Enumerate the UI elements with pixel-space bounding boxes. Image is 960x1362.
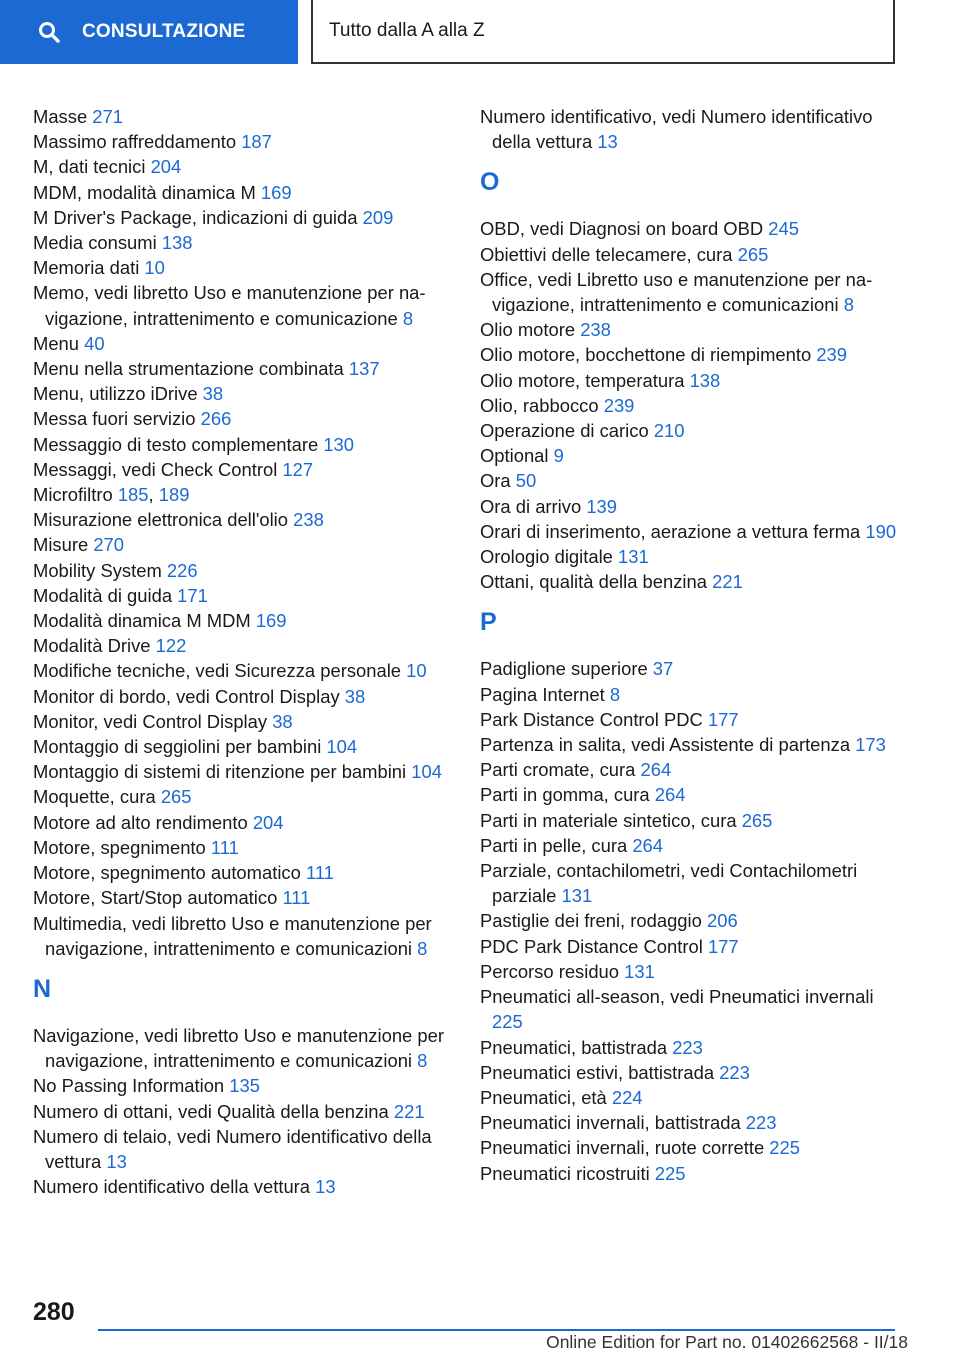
index-entry-text: Numero identificativo, vedi Numero identificativo della vettura bbox=[480, 106, 873, 153]
page-reference-link[interactable]: 223 bbox=[719, 1061, 750, 1083]
index-entry-text: Parti cromate, cura bbox=[480, 759, 636, 781]
page-reference-link[interactable]: 209 bbox=[362, 206, 394, 228]
index-entry-text: Pneumatici, età bbox=[480, 1086, 607, 1108]
index-entry bbox=[480, 757, 900, 782]
index-entry bbox=[480, 656, 900, 681]
index-entry bbox=[480, 342, 900, 367]
index-entry bbox=[480, 242, 900, 267]
index-entry-text: Numero di telaio, vedi Numero identificativo della vettura bbox=[33, 1125, 432, 1172]
page-reference-link[interactable]: 131 bbox=[618, 546, 649, 568]
page-reference-link[interactable]: 122 bbox=[155, 635, 187, 657]
index-entry-text: Operazione di carico bbox=[480, 420, 649, 442]
index-entry-text: M Driver's Package, indicazioni di guida bbox=[33, 206, 358, 228]
page-reference-link[interactable]: 111 bbox=[210, 836, 239, 858]
page-reference-link[interactable]: 137 bbox=[348, 358, 380, 380]
index-entry bbox=[480, 984, 900, 1034]
index-entry-text: Navigazione, vedi libretto Uso e manutenzione per navigazione, intrattenimento e comunicazioni bbox=[33, 1024, 444, 1072]
page-reference-link[interactable]: 135 bbox=[229, 1075, 260, 1097]
index-column-left bbox=[33, 104, 453, 1199]
page-reference-link[interactable]: 9 bbox=[553, 445, 564, 467]
index-entry bbox=[480, 732, 900, 757]
index-entry bbox=[33, 1099, 453, 1124]
page-reference-link[interactable]: 266 bbox=[200, 408, 232, 430]
index-entry bbox=[480, 707, 900, 732]
index-entry-text: Masse bbox=[33, 106, 88, 127]
index-entry bbox=[33, 507, 453, 532]
page-reference-link[interactable]: 225 bbox=[769, 1137, 800, 1159]
index-entry-text: Numero identificativo della vettura bbox=[33, 1176, 311, 1198]
index-entry bbox=[480, 833, 900, 858]
index-entry-text: Olio, rabbocco bbox=[480, 394, 599, 416]
index-entry-text: Monitor, vedi Control Display bbox=[33, 710, 268, 732]
tab-label: CONSULTAZIONE bbox=[82, 21, 246, 42]
index-entry-text: Menu, utilizzo iDrive bbox=[33, 383, 198, 405]
index-entry bbox=[480, 1161, 900, 1186]
page-reference-link[interactable]: 238 bbox=[293, 509, 324, 531]
index-entry-text: Parti in materiale sintetico, cura bbox=[480, 809, 737, 831]
page-reference-link[interactable]: 127 bbox=[282, 458, 314, 480]
index-entry bbox=[480, 418, 900, 443]
index-entry-text: Montaggio di sistemi di ritenzione per bambini bbox=[33, 761, 407, 783]
index-entry bbox=[33, 180, 453, 205]
page-reference-link[interactable]: 270 bbox=[93, 534, 124, 556]
index-entry bbox=[33, 1023, 453, 1073]
page-reference-link[interactable]: 206 bbox=[706, 910, 738, 932]
page-reference-link[interactable]: 104 bbox=[326, 736, 358, 758]
index-entry-text: Menu bbox=[33, 332, 80, 354]
index-entry-text: Modifiche tecniche, vedi Sicurezza personale bbox=[33, 660, 402, 682]
index-entry-text: Parti in pelle, cura bbox=[480, 834, 628, 856]
index-entry bbox=[480, 858, 900, 908]
index-entry bbox=[33, 255, 453, 280]
page-reference-link[interactable]: 265 bbox=[737, 243, 769, 265]
page-reference-link[interactable]: 239 bbox=[816, 344, 848, 366]
index-entry-text: Parziale, contachilometri, vedi Contachilometri parziale bbox=[480, 860, 858, 907]
page-reference-link[interactable]: 245 bbox=[768, 218, 799, 240]
index-entry-text: Messa fuori servizio bbox=[33, 408, 196, 430]
index-entry bbox=[33, 280, 453, 330]
index-entry bbox=[33, 835, 453, 860]
page-reference-link[interactable]: 264 bbox=[632, 834, 664, 856]
index-entry bbox=[33, 1124, 453, 1174]
page-reference-link[interactable]: 8 bbox=[417, 1050, 428, 1072]
index-entry-text: Modalità di guida bbox=[33, 584, 173, 606]
index-entry bbox=[33, 784, 453, 809]
index-entry-text: Ora di arrivo bbox=[480, 495, 582, 517]
index-entry-text: Obiettivi delle telecamere, cura bbox=[480, 243, 733, 265]
index-entry bbox=[33, 759, 453, 784]
index-entry-text: Percorso residuo bbox=[480, 960, 620, 982]
index-entry bbox=[480, 468, 900, 493]
page-reference-link[interactable]: 38 bbox=[344, 685, 366, 707]
page-reference-link[interactable]: 8 bbox=[402, 307, 414, 329]
index-entry-text: Partenza in salita, vedi Assistente di partenza bbox=[480, 734, 851, 756]
index-entry bbox=[480, 569, 900, 594]
index-entry bbox=[33, 129, 453, 154]
index-entry-text: M, dati tecnici bbox=[33, 156, 146, 178]
page-reference-link[interactable]: 224 bbox=[611, 1086, 643, 1108]
page-reference-link[interactable]: 225 bbox=[492, 1011, 523, 1033]
index-entry-text: PDC Park Distance Control bbox=[480, 935, 703, 957]
index-entry bbox=[33, 230, 453, 255]
index-entry bbox=[33, 860, 453, 885]
index-entry bbox=[480, 959, 900, 984]
index-entry bbox=[33, 583, 453, 608]
index-entry-text: Park Distance Control PDC bbox=[480, 708, 703, 730]
page-reference-link[interactable]: 130 bbox=[323, 433, 355, 455]
index-entry bbox=[480, 1060, 900, 1085]
page-reference-link[interactable]: 8 bbox=[609, 683, 621, 705]
page-reference-link[interactable]: 38 bbox=[202, 383, 224, 405]
index-entry-text: Moquette, cura bbox=[33, 786, 156, 808]
page-reference-link[interactable]: 185 bbox=[117, 484, 149, 506]
index-entry bbox=[480, 908, 900, 933]
index-entry-text: Misure bbox=[33, 534, 89, 556]
index-entry-text: Optional bbox=[480, 445, 549, 467]
index-entry bbox=[480, 368, 900, 393]
index-entry-text: Ottani, qualità della benzina bbox=[480, 571, 707, 593]
index-entry-text: Multimedia, vedi libretto Uso e manutenzione per navigazione, intrattenimento e comunicazioni bbox=[33, 912, 432, 959]
index-entry bbox=[480, 682, 900, 707]
page-reference-link[interactable]: 189 bbox=[158, 484, 190, 506]
page-reference-link[interactable]: 13 bbox=[597, 131, 618, 153]
index-entry-text: Montaggio di seggiolini per bambini bbox=[33, 736, 322, 758]
index-entry bbox=[480, 1085, 900, 1110]
page-reference-link[interactable]: 238 bbox=[580, 319, 611, 341]
page-reference-link[interactable]: 171 bbox=[177, 584, 208, 606]
page-reference-link[interactable]: 8 bbox=[417, 937, 428, 959]
index-entry-text: Mobility System bbox=[33, 559, 162, 581]
index-entry bbox=[33, 911, 453, 961]
page-reference-link[interactable]: 169 bbox=[260, 181, 292, 203]
index-entry bbox=[33, 709, 453, 734]
edition-info: Online Edition for Part no. 01402662568 - II/18 bbox=[546, 1332, 908, 1352]
page-reference-link[interactable]: 10 bbox=[144, 257, 165, 279]
index-entry bbox=[33, 381, 453, 406]
index-entry-text: Pneumatici, battistrada bbox=[480, 1036, 668, 1058]
index-entry-text: Motore, spegnimento bbox=[33, 836, 206, 858]
index-letter-heading: N bbox=[33, 974, 52, 1003]
index-entry-text: Numero di ottani, vedi Qualità della benzina bbox=[33, 1100, 389, 1122]
index-entry-text: Memo, vedi libretto Uso e manutenzione per navigazione, intrattenimento e comunicazione bbox=[33, 282, 426, 329]
page-reference-link[interactable]: 104 bbox=[411, 761, 442, 783]
index-entry-text: Olio motore bbox=[480, 319, 576, 341]
section-title: Tutto dalla A alla Z bbox=[329, 20, 485, 41]
index-entry-text: Orari di inserimento, aerazione a vettura ferma bbox=[480, 520, 861, 542]
page-reference-link[interactable]: 221 bbox=[712, 571, 743, 593]
index-entry-text: Motore, spegnimento automatico bbox=[33, 862, 301, 884]
page-reference-link[interactable]: 190 bbox=[865, 520, 897, 542]
index-entry bbox=[480, 494, 900, 519]
page-reference-link[interactable]: 169 bbox=[255, 610, 287, 632]
index-entry bbox=[480, 216, 900, 241]
index-entry-text: Memoria dati bbox=[33, 257, 140, 279]
page-reference-link[interactable]: 226 bbox=[166, 559, 198, 581]
index-entry bbox=[480, 1110, 900, 1135]
index-entry-text: Pastiglie dei freni, rodaggio bbox=[480, 910, 702, 932]
index-entry bbox=[33, 406, 453, 431]
index-entry-text: Pneumatici estivi, battistrada bbox=[480, 1061, 715, 1083]
index-entry bbox=[33, 734, 453, 759]
index-entry bbox=[33, 608, 453, 633]
index-letter-heading: P bbox=[480, 608, 497, 637]
index-entry bbox=[33, 885, 453, 910]
index-entry-text: Padiglione superiore bbox=[480, 658, 648, 680]
index-entry bbox=[33, 154, 453, 179]
index-entry-text: OBD, vedi Diagnosi on board OBD bbox=[480, 218, 764, 240]
index-entry-text: Menu nella strumentazione combinata bbox=[33, 358, 344, 380]
index-entry bbox=[33, 205, 453, 230]
page-reference-link[interactable]: 13 bbox=[315, 1176, 336, 1198]
index-entry bbox=[480, 104, 900, 154]
index-entry-text: Office, vedi Libretto uso e manutenzione per navigazione, intrattenimento e comunicazioni bbox=[480, 268, 873, 316]
index-entry-text: Monitor di bordo, vedi Control Display bbox=[33, 685, 340, 707]
page-reference-link[interactable]: 271 bbox=[92, 106, 123, 127]
index-entry-text: Pagina Internet bbox=[480, 683, 605, 705]
page-reference-link[interactable]: 223 bbox=[672, 1036, 703, 1058]
page-reference-link[interactable]: 204 bbox=[252, 811, 284, 833]
index-entry bbox=[33, 1174, 453, 1199]
index-entry-text: Media consumi bbox=[33, 232, 157, 254]
page-reference-link[interactable]: 210 bbox=[653, 420, 685, 442]
page-reference-link[interactable]: 225 bbox=[654, 1162, 686, 1184]
page-reference-link[interactable]: 139 bbox=[586, 495, 617, 517]
section-title-tab[interactable] bbox=[311, 0, 895, 64]
index-entry bbox=[480, 934, 900, 959]
index-entry bbox=[33, 356, 453, 381]
page-reference-link[interactable]: 187 bbox=[241, 131, 272, 153]
page-reference-link[interactable]: 239 bbox=[603, 394, 635, 416]
index-entry-text: Orologio digitale bbox=[480, 546, 613, 568]
page-reference-link[interactable]: 177 bbox=[707, 708, 739, 730]
index-entry-text: Pneumatici ricostruiti bbox=[480, 1162, 650, 1184]
index-entry-text: Pneumatici invernali, battistrada bbox=[480, 1112, 741, 1134]
index-entry bbox=[33, 684, 453, 709]
page-reference-link[interactable]: 40 bbox=[84, 332, 105, 354]
index-entry bbox=[480, 782, 900, 807]
index-entry bbox=[480, 317, 900, 342]
index-entry bbox=[33, 558, 453, 583]
index-entry bbox=[480, 808, 900, 833]
footer-divider bbox=[98, 1329, 895, 1331]
page-reference-link[interactable]: 221 bbox=[393, 1100, 425, 1122]
index-entry bbox=[33, 104, 453, 129]
index-entry bbox=[480, 443, 900, 468]
index-entry-text: Modalità dinamica M MDM bbox=[33, 610, 251, 632]
page-reference-link[interactable]: 177 bbox=[707, 935, 739, 957]
index-entry-text: Misurazione elettronica dell'olio bbox=[33, 509, 288, 531]
index-entry bbox=[33, 633, 453, 658]
index-entry-text: Ora bbox=[480, 470, 511, 492]
index-column-right bbox=[480, 104, 900, 1186]
page-reference-link[interactable]: 223 bbox=[745, 1112, 777, 1134]
page-reference-link[interactable]: 111 bbox=[282, 887, 311, 909]
page-reference-link[interactable]: 204 bbox=[150, 156, 182, 178]
page-reference-link[interactable]: 13 bbox=[106, 1150, 127, 1172]
index-entry-text: Motore, Start/Stop automatico bbox=[33, 887, 278, 909]
index-entry-text: Motore ad alto rendimento bbox=[33, 811, 248, 833]
page-reference-link[interactable]: 264 bbox=[654, 784, 686, 806]
index-entry-text: Messaggio di testo complementare bbox=[33, 433, 319, 455]
index-entry bbox=[33, 432, 453, 457]
index-entry-text: Microfiltro bbox=[33, 484, 113, 506]
index-entry-text: Modalità Drive bbox=[33, 635, 151, 657]
index-entry bbox=[33, 658, 453, 683]
page-reference-link[interactable]: 131 bbox=[561, 885, 593, 907]
index-entry-text: Pneumatici all-season, vedi Pneumatici invernali bbox=[480, 986, 874, 1008]
index-entry bbox=[33, 457, 453, 482]
index-entry bbox=[480, 267, 900, 317]
index-entry bbox=[480, 519, 900, 544]
index-entry-text: MDM, modalità dinamica M bbox=[33, 181, 256, 203]
index-entry-text: Olio motore, bocchettone di riempimento bbox=[480, 344, 812, 366]
page-reference-link[interactable]: 265 bbox=[741, 809, 773, 831]
index-entry-text: Messaggi, vedi Check Control bbox=[33, 458, 278, 480]
index-entry bbox=[480, 1135, 900, 1160]
index-entry bbox=[480, 1035, 900, 1060]
page-reference-link[interactable]: 265 bbox=[160, 786, 192, 808]
page-reference-link[interactable]: 131 bbox=[624, 960, 655, 982]
page-number: 280 bbox=[33, 1298, 75, 1326]
index-entry-text: No Passing Information bbox=[33, 1075, 225, 1097]
index-entry-text: Parti in gomma, cura bbox=[480, 784, 650, 806]
index-entry-text: Massimo raffreddamento bbox=[33, 131, 237, 153]
index-letter-heading: O bbox=[480, 168, 500, 197]
page-reference-link[interactable]: 50 bbox=[515, 470, 537, 492]
index-entry bbox=[480, 393, 900, 418]
index-entry bbox=[33, 532, 453, 557]
page-reference-link[interactable]: 10 bbox=[406, 660, 427, 682]
index-entry bbox=[480, 544, 900, 569]
page-reference-link[interactable]: 138 bbox=[161, 232, 193, 254]
page-reference-link[interactable]: 173 bbox=[855, 734, 886, 756]
tab-consultazione[interactable] bbox=[0, 0, 298, 64]
search-icon bbox=[38, 21, 60, 43]
page-reference-link[interactable]: 38 bbox=[272, 710, 293, 732]
index-entry bbox=[33, 331, 453, 356]
page-reference-link[interactable]: 111 bbox=[305, 862, 334, 884]
page-reference-link[interactable]: 8 bbox=[843, 294, 854, 316]
index-entry-text: Olio motore, temperatura bbox=[480, 369, 685, 391]
index-entry: Microfiltro 185, 189 bbox=[33, 484, 190, 506]
index-entry bbox=[33, 810, 453, 835]
index-entry bbox=[33, 1073, 453, 1098]
page-reference-link[interactable]: 138 bbox=[689, 369, 721, 391]
page-reference-link[interactable]: 37 bbox=[652, 658, 674, 680]
index-entry-text: Pneumatici invernali, ruote corrette bbox=[480, 1137, 765, 1159]
page-reference-link[interactable]: 264 bbox=[640, 759, 672, 781]
